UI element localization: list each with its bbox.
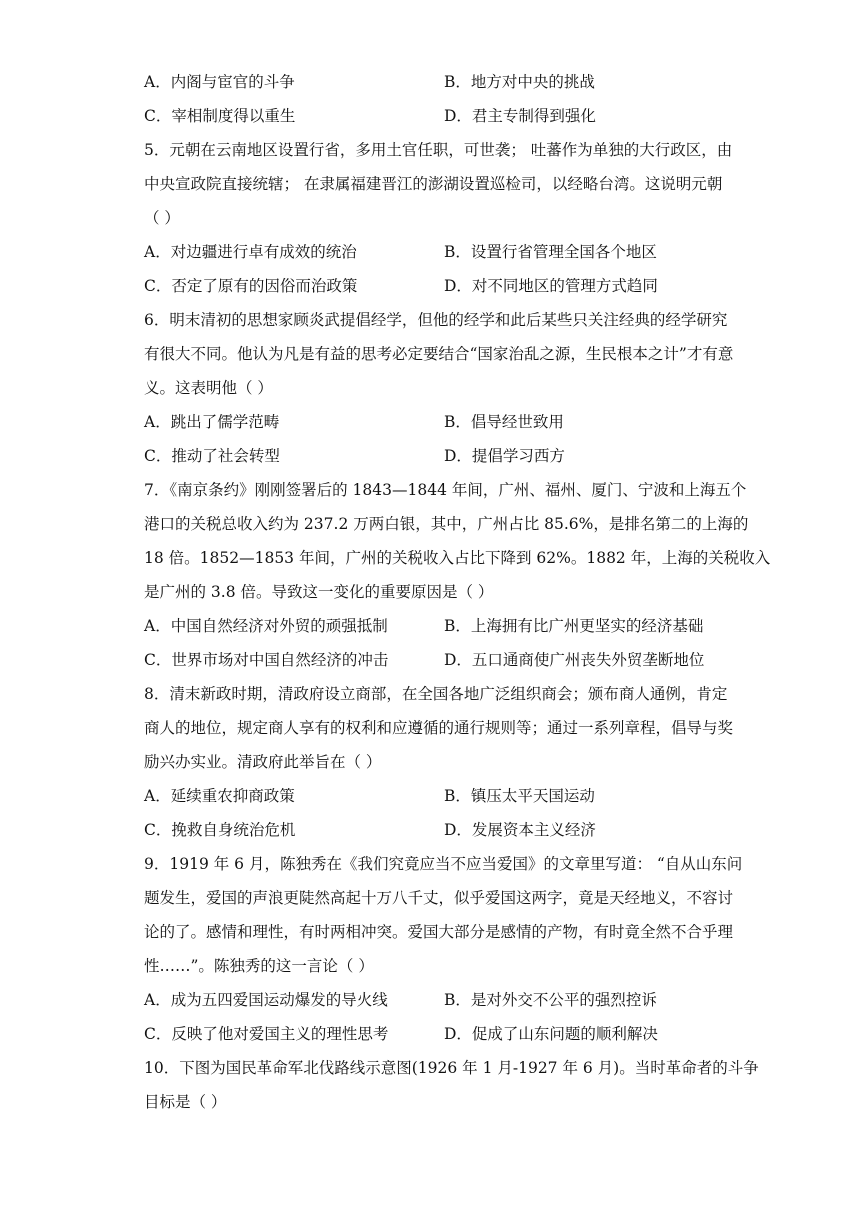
q9-option-a: A．成为五四爱国运动爆发的导火线 <box>144 991 388 1009</box>
q8-option-a: A．延续重农抑商政策 <box>144 787 295 805</box>
q9-stem-line-2: 题发生，爱国的声浪更陡然高起十万八千丈，似乎爱国这两字，竟是天经地义，不容讨 <box>144 889 734 907</box>
q9-option-c: C．反映了他对爱国主义的理性思考 <box>144 1025 389 1043</box>
q5-option-a: A．对边疆进行卓有成效的统治 <box>144 243 357 261</box>
q8-stem-line-3: 励兴办实业。清政府此举旨在（ ） <box>144 753 382 771</box>
q7-stem-line-2: 港口的关税总收入约为 237.2 万两白银，其中，广州占比 85.6%，是排名第二的上海的 <box>144 515 749 533</box>
q7-option-b: B．上海拥有比广州更坚实的经济基础 <box>444 617 704 635</box>
q5-stem-line-3: （ ） <box>144 209 180 227</box>
q10-stem-line-2: 目标是（ ） <box>144 1093 227 1111</box>
q6-option-c: C．推动了社会转型 <box>144 447 280 465</box>
q6-option-b: B．倡导经世致用 <box>444 413 564 431</box>
q9-stem-line-1: 9．1919 年 6 月，陈独秀在《我们究竟应当不应当爱国》的文章里写道： “自从山东问 <box>144 855 743 873</box>
q7-stem-line-4: 是广州的 3.8 倍。导致这一变化的重要原因是（ ） <box>144 583 494 601</box>
q9-option-b: B．是对外交不公平的强烈控诉 <box>444 991 657 1009</box>
q8-stem-line-2: 商人的地位，规定商人享有的权利和应遵循的通行规则等；通过一系列章程，倡导与奖 <box>144 719 734 737</box>
q6-stem-line-1: 6．明末清初的思想家顾炎武提倡经学，但他的经学和此后某些只关注经典的经学研究 <box>144 311 728 329</box>
q4-option-b: B．地方对中央的挑战 <box>444 73 595 91</box>
q6-stem-line-2: 有很大不同。他认为凡是有益的思考必定要结合“国家治乱之源，生民根本之计”才有意 <box>144 345 734 363</box>
q10-stem-line-1: 10．下图为国民革命军北伐路线示意图(1926 年 1 月-1927 年 6 月)。当时革命者的斗争 <box>144 1059 759 1077</box>
q7-option-d: D．五口通商使广州丧失外贸垄断地位 <box>444 651 705 669</box>
q8-option-c: C．挽救自身统治危机 <box>144 821 296 839</box>
q6-option-a: A．跳出了儒学范畴 <box>144 413 280 431</box>
q8-option-b: B．镇压太平天国运动 <box>444 787 595 805</box>
q8-stem-line-1: 8．清末新政时期，清政府设立商部，在全国各地广泛组织商会；颁布商人通例，肯定 <box>144 685 728 703</box>
q7-stem-line-1: 7．《南京条约》刚刚签署后的 1843—1844 年间，广州、福州、厦门、宁波和上海五个 <box>144 481 747 499</box>
q6-stem-line-3: 义。这表明他（ ） <box>144 379 273 397</box>
q9-stem-line-3: 论的了。感情和理性，有时两相冲突。爱国大部分是感情的产物，有时竟全然不合乎理 <box>144 923 734 941</box>
q4-option-d: D．君主专制得到强化 <box>444 107 596 125</box>
q6-option-d: D．提倡学习西方 <box>444 447 565 465</box>
q7-option-a: A．中国自然经济对外贸的顽强抵制 <box>144 617 388 635</box>
q9-option-d: D．促成了山东问题的顺利解决 <box>444 1025 658 1043</box>
q4-option-c: C．宰相制度得以重生 <box>144 107 296 125</box>
q5-option-d: D．对不同地区的管理方式趋同 <box>444 277 658 295</box>
q8-option-d: D．发展资本主义经济 <box>444 821 596 839</box>
q5-option-b: B．设置行省管理全国各个地区 <box>444 243 657 261</box>
q4-option-a: A．内阁与宦官的斗争 <box>144 73 295 91</box>
q7-stem-line-3: 18 倍。1852—1853 年间，广州的关税收入占比下降到 62%。1882 年，上海的关税收入 <box>144 549 771 567</box>
q5-option-c: C．否定了原有的因俗而治政策 <box>144 277 358 295</box>
q5-stem-line-1: 5．元朝在云南地区设置行省，多用土官任职，可世袭； 吐蕃作为单独的大行政区，由 <box>144 141 733 159</box>
q5-stem-line-2: 中央宣政院直接统辖； 在隶属福建晋江的澎湖设置巡检司，以经略台湾。这说明元朝 <box>144 175 723 193</box>
q7-option-c: C．世界市场对中国自然经济的冲击 <box>144 651 389 669</box>
q9-stem-line-4: 性……”。陈独秀的这一言论（ ） <box>144 957 374 975</box>
